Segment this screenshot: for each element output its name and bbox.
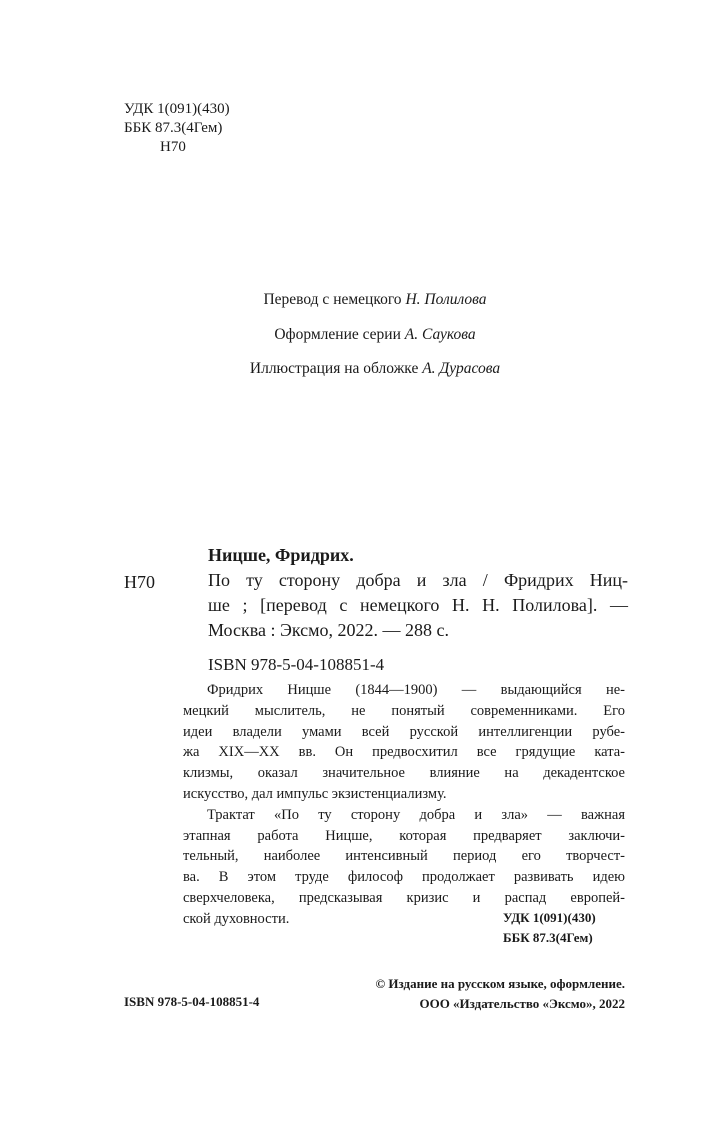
copyright-line: ООО «Издательство «Эксмо», 2022 xyxy=(419,996,625,1011)
credit-label: Перевод с немецкого xyxy=(263,291,402,308)
biblio-line: ше ; [перевод с немецкого Н. Н. Полилова]. — xyxy=(208,595,628,615)
credit-translation xyxy=(0,291,709,309)
copyright-line: © Издание на русском языке, оформление. xyxy=(375,976,625,991)
copyright-notice xyxy=(375,974,625,1014)
credit-name: А. Дурасова xyxy=(422,360,501,377)
annotation-line: жа XIX—XX вв. Он предвосхитил все грядущие ката- xyxy=(183,744,625,761)
credit-label: Оформление серии xyxy=(274,326,401,343)
footer-udk-code: УДК 1(091)(430) xyxy=(503,910,596,925)
annotation-line: этапная работа Ницше, которая предваряет заключи- xyxy=(183,827,625,844)
biblio-line: По ту сторону добра и зла / Фридрих Ниц- xyxy=(208,570,628,590)
credit-label: Иллюстрация на обложке xyxy=(249,360,419,377)
biblio-line: Москва : Эксмо, 2022. — 288 с. xyxy=(208,620,450,640)
annotation-line: Фридрих Ницше (1844—1900) — выдающийся не- xyxy=(207,682,625,698)
annotation-line: Трактат «По ту сторону добра и зла» — важная xyxy=(207,806,625,823)
annotation-line: ской духовности. xyxy=(183,910,290,927)
header-classification-codes xyxy=(124,100,230,157)
footer-isbn: ISBN 978-5-04-108851-4 xyxy=(124,994,260,1009)
annotation-line: клизмы, оказал значительное влияние на декадентское xyxy=(183,765,625,782)
annotation-line: искусство, дал импульс экзистенциализму. xyxy=(183,785,447,802)
credit-cover-illustration xyxy=(0,360,709,378)
annotation-line: мецкий мыслитель, не понятый современниками. Его xyxy=(183,702,625,719)
annotation-line: сверхчеловека, предсказывая кризис и распад европей- xyxy=(183,889,625,906)
biblio-author: Ницше, Фридрих. xyxy=(208,545,354,565)
biblio-isbn: ISBN 978-5-04-108851-4 xyxy=(208,655,385,674)
biblio-author-mark: Н70 xyxy=(124,572,155,592)
udk-code: УДК 1(091)(430) xyxy=(124,101,230,117)
footer-bbk-code: ББК 87.3(4Гем) xyxy=(503,930,593,945)
annotation-line: тельный, наиболее интенсивный период его творчест- xyxy=(183,848,625,865)
bbk-code: ББК 87.3(4Гем) xyxy=(124,120,223,136)
annotation-line: идеи владели умами всей русской интеллигенции рубе- xyxy=(183,723,625,740)
annotation-line: ва. В этом труде философ продолжает развивать идею xyxy=(183,869,625,886)
footer-classification-codes xyxy=(503,908,596,948)
annotation-text xyxy=(183,680,625,930)
credit-name: А. Саукова xyxy=(404,326,476,343)
author-mark: Н70 xyxy=(160,139,186,155)
credit-name: Н. Полилова xyxy=(405,291,487,308)
biblio-description xyxy=(208,568,628,643)
credit-series-design xyxy=(0,326,709,344)
